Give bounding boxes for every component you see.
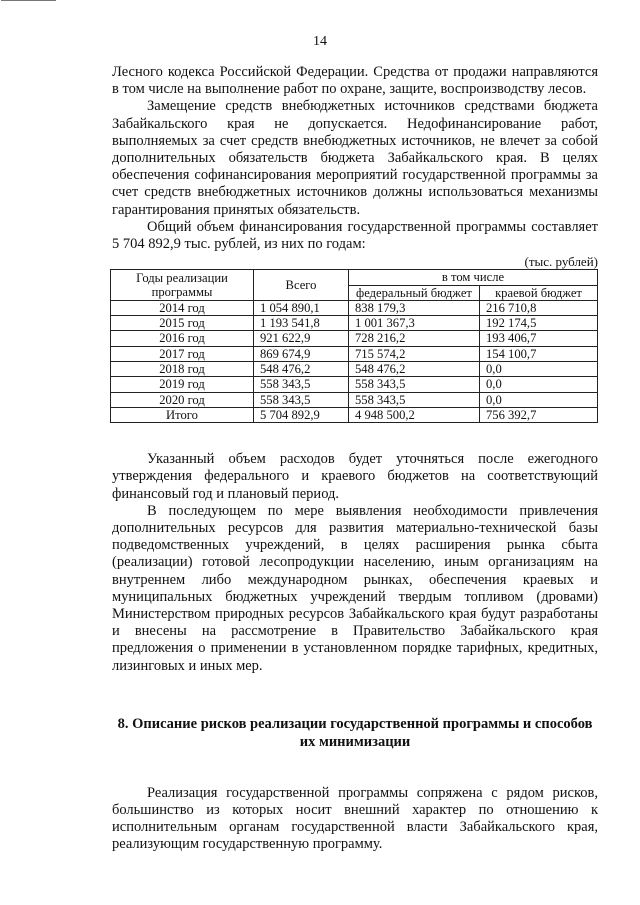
cell-federal: 4 948 500,2 [349,407,480,422]
table-total-row [111,407,598,422]
cell-regional: 0,0 [480,392,598,407]
table-row [111,392,598,407]
section-heading: 8. Описание рисков реализации государственной программы и способов их минимизации [117,715,593,750]
cell-regional: 0,0 [480,362,598,377]
cell-federal: 558 343,5 [349,377,480,392]
document-body [112,64,598,854]
cell-total: 5 704 892,9 [254,407,349,422]
table-row [111,346,598,361]
header-regional: краевой бюджет [480,285,598,300]
cell-regional: 193 406,7 [480,331,598,346]
cell-federal: 1 001 367,3 [349,316,480,331]
table-row [111,331,598,346]
cell-year: 2014 год [111,300,254,315]
header-federal: федеральный бюджет [349,285,480,300]
table-row [111,362,598,377]
page-number: 14 [313,34,327,49]
cell-year: 2015 год [111,316,254,331]
funding-table [110,269,598,423]
cell-total: 558 343,5 [254,392,349,407]
table-row [111,300,598,315]
cell-year: 2017 год [111,346,254,361]
cell-federal: 728 216,2 [349,331,480,346]
cell-total: 1 054 890,1 [254,300,349,315]
header-years: Годы реализации программы [111,270,254,301]
paragraph-total-funding: Общий объем финансирования государственной программы составляет 5 704 892,9 тыс. рублей, из них по годам: [112,218,598,253]
top-rule [1,0,56,1]
table-row [111,316,598,331]
cell-total: 548 476,2 [254,362,349,377]
cell-year: 2020 год [111,392,254,407]
table-header-row [111,270,598,285]
cell-year: Итого [111,407,254,422]
cell-federal: 558 343,5 [349,392,480,407]
cell-federal: 838 179,3 [349,300,480,315]
cell-total: 1 193 541,8 [254,316,349,331]
paragraph-risks: Реализация государственной программы сопряжена с рядом рисков, большинство из которых носит внешний характер по отношению к исполнительным органам государственной власти Забайкальского края, реализующим государственную программу. [112,784,598,853]
paragraph-additional-resources: В последующем по мере выявления необходимости привлечения дополнительных ресурсов для развития материально-технической базы подведомственных учреждений, в целях расширения рынка сбыта (реализации) готовой лесопродукции населению, иным организациям на внутреннем либо международном рынках, обеспечения краевых и муниципальных бюджетных учреждений твердым топливом (дровами) Министерством природных ресурсов Забайкальского края будут разработаны и внесены на рассмотрение в Правительство Забайкальского края предложения о применении в установленном порядке тарифных, кредитных, лизинговых и иных мер. [112,502,598,674]
cell-federal: 548 476,2 [349,362,480,377]
paragraph-budget-substitution: Замещение средств внебюджетных источников средствами бюджета Забайкальского края не допускается. Недофинансирование работ, выполняемых за счет средств внебюджетных источников, не влечет за собой дополнительных обязательств бюджета Забайкальского края. В целях обеспечения софинансирования мероприятий государственной программы за счет средств внебюджетных источников должны использоваться механизмы гарантирования принятых обязательств. [112,98,598,218]
cell-year: 2019 год [111,377,254,392]
cell-total: 921 622,9 [254,331,349,346]
cell-regional: 756 392,7 [480,407,598,422]
cell-regional: 154 100,7 [480,346,598,361]
cell-total: 869 674,9 [254,346,349,361]
cell-total: 558 343,5 [254,377,349,392]
paragraph-budget-refinement: Указанный объем расходов будет уточняться после ежегодного утверждения федерального и краевого бюджетов на соответствующий финансовый год и плановый период. [112,451,598,502]
header-including: в том числе [349,270,598,285]
spacer [112,423,598,451]
cell-year: 2016 год [111,331,254,346]
cell-regional: 0,0 [480,377,598,392]
table-row [111,377,598,392]
cell-year: 2018 год [111,362,254,377]
cell-regional: 192 174,5 [480,316,598,331]
cell-regional: 216 710,8 [480,300,598,315]
units-note: (тыс. рублей) [524,254,598,270]
paragraph-forest-code: Лесного кодекса Российской Федерации. Средства от продажи направляются в том числе на выполнение работ по охране, защите, воспроизводству лесов. [112,64,598,98]
cell-federal: 715 574,2 [349,346,480,361]
header-total: Всего [254,270,349,301]
